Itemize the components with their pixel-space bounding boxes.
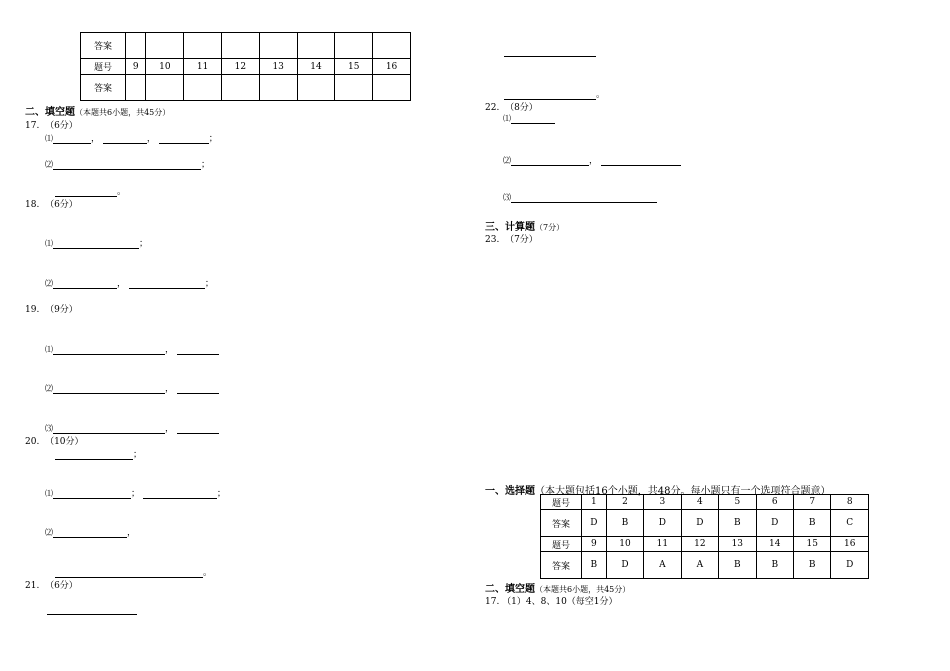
question-number: 9 xyxy=(126,59,146,75)
answer-key-row xyxy=(541,537,869,552)
q20-header: 20. （10分） xyxy=(25,437,84,447)
blank[interactable] xyxy=(504,47,596,57)
q23-header: 23. （7分） xyxy=(485,235,538,245)
answer-key-cell: B xyxy=(719,552,756,579)
answer-key-cell: 7 xyxy=(793,495,830,510)
answer-key-cell: 题号 xyxy=(541,495,582,510)
q21-continuation-1 xyxy=(504,47,596,57)
question-number-label: 题号 xyxy=(81,59,126,75)
section2-heading: 二、填空题（本题共6小题，共45分） xyxy=(25,107,171,118)
blank[interactable] xyxy=(47,605,137,615)
blank[interactable] xyxy=(103,134,147,144)
q19-part2: ⑵ ， xyxy=(45,381,219,394)
blank[interactable] xyxy=(511,114,555,124)
answer-key-cell: 题号 xyxy=(541,537,582,552)
blank[interactable] xyxy=(53,384,165,394)
answer-cell[interactable] xyxy=(373,33,411,59)
answer-cell[interactable] xyxy=(184,33,222,59)
q22-part3: ⑶ xyxy=(503,192,657,203)
answer-key-cell: A xyxy=(644,552,681,579)
answer-cell[interactable] xyxy=(184,75,222,101)
answer-label-row3: 答案 xyxy=(81,75,126,101)
question-number: 13 xyxy=(259,59,297,75)
answer-cell[interactable] xyxy=(126,33,146,59)
answer-key-cell: 1 xyxy=(582,495,607,510)
q17-part2: ⑵ ； xyxy=(45,160,211,170)
answer-key-cell: D xyxy=(582,510,607,537)
blank[interactable] xyxy=(53,528,127,538)
answer-key-section2-heading: 二、填空题（本题共6小题，共45分） xyxy=(485,584,631,595)
answer-key-cell: D xyxy=(681,510,718,537)
answer-key-cell: 答案 xyxy=(541,510,582,537)
answer-key-row xyxy=(541,495,869,510)
answer-key-cell: 11 xyxy=(644,537,681,552)
blank[interactable] xyxy=(177,384,219,394)
q17-part1: ⑴ ， ， ； xyxy=(45,134,218,144)
answer-cell[interactable] xyxy=(373,75,411,101)
blank[interactable] xyxy=(143,489,217,499)
answer-key-cell: 4 xyxy=(681,495,718,510)
answer-key-cell: B xyxy=(719,510,756,537)
q19-header: 19. （9分） xyxy=(25,305,78,315)
q17-part3: 。 xyxy=(55,184,126,197)
q17-header: 17. （6分） xyxy=(25,121,78,131)
blank[interactable] xyxy=(55,568,203,578)
q21-header: 21. （6分） xyxy=(25,581,78,591)
blank[interactable] xyxy=(177,345,219,355)
q20-part1: ⑴ ； ； xyxy=(45,489,226,499)
answer-key-cell: D xyxy=(606,552,643,579)
answer-key-cell: 16 xyxy=(831,537,869,552)
question-number: 11 xyxy=(184,59,222,75)
answer-key-cell: B xyxy=(606,510,643,537)
q18-part1: ⑴ ； xyxy=(45,239,149,249)
answer-key-cell: 14 xyxy=(756,537,793,552)
q22-part2: ⑵ ， xyxy=(503,153,681,166)
answer-key-q17: 17. （1）4、8、10（每空1分） xyxy=(485,597,618,607)
q22-part1: ⑴ xyxy=(503,113,555,124)
answer-cell[interactable] xyxy=(222,33,260,59)
blank[interactable] xyxy=(511,193,657,203)
blank[interactable] xyxy=(504,90,596,100)
answer-key-cell: 12 xyxy=(681,537,718,552)
q18-header: 18. （6分） xyxy=(25,200,78,210)
blank[interactable] xyxy=(601,156,681,166)
answer-key-cell: 5 xyxy=(719,495,756,510)
answer-key-cell: 13 xyxy=(719,537,756,552)
answer-key-cell: B xyxy=(756,552,793,579)
answer-key-cell: 9 xyxy=(582,537,607,552)
q18-part2: ⑵ ， ； xyxy=(45,279,214,289)
answer-key-cell: B xyxy=(793,510,830,537)
q19-part1: ⑴ ， xyxy=(45,342,219,355)
question-number: 16 xyxy=(373,59,411,75)
answer-key-table xyxy=(540,494,869,579)
blank[interactable] xyxy=(53,489,131,499)
answer-cell[interactable] xyxy=(222,75,260,101)
question-number: 12 xyxy=(222,59,260,75)
q19-part3: ⑶ ， xyxy=(45,421,219,434)
answer-cell[interactable] xyxy=(259,33,297,59)
blank[interactable] xyxy=(177,424,219,434)
answer-cell[interactable] xyxy=(146,33,184,59)
answer-key-cell: 10 xyxy=(606,537,643,552)
blank[interactable] xyxy=(511,156,589,166)
answer-key-cell: 3 xyxy=(644,495,681,510)
blank[interactable] xyxy=(55,450,133,460)
blank[interactable] xyxy=(53,424,165,434)
question-number: 10 xyxy=(146,59,184,75)
answer-key-cell: A xyxy=(681,552,718,579)
answer-key-row xyxy=(541,552,869,579)
answer-cell[interactable] xyxy=(259,75,297,101)
answer-key-cell: D xyxy=(644,510,681,537)
answer-key-cell: B xyxy=(582,552,607,579)
q21-continuation-2: 。 xyxy=(504,87,605,100)
answer-label-row1: 答案 xyxy=(81,33,126,59)
blank[interactable] xyxy=(53,160,201,170)
question-number: 14 xyxy=(297,59,335,75)
answer-cell[interactable] xyxy=(335,33,373,59)
answer-key-cell: 15 xyxy=(793,537,830,552)
answer-key-cell: 6 xyxy=(756,495,793,510)
blank[interactable] xyxy=(129,279,205,289)
q22-header: 22. （8分） xyxy=(485,103,538,113)
left-answer-table xyxy=(80,32,411,101)
answer-cell[interactable] xyxy=(297,75,335,101)
q20-part3: 。 xyxy=(55,565,212,578)
answer-key-section1-heading: 一、选择题（本大题包括16个小题，共48分。每小题只有一个选项符合题意） xyxy=(485,486,831,497)
answer-cell[interactable] xyxy=(297,33,335,59)
blank[interactable] xyxy=(159,134,209,144)
answer-cell[interactable] xyxy=(126,75,146,101)
blank[interactable] xyxy=(53,239,139,249)
answer-key-cell: D xyxy=(831,552,869,579)
blank[interactable] xyxy=(53,345,165,355)
answer-cell[interactable] xyxy=(146,75,184,101)
question-number: 15 xyxy=(335,59,373,75)
answer-cell[interactable] xyxy=(335,75,373,101)
answer-key-cell: C xyxy=(831,510,869,537)
blank[interactable] xyxy=(55,187,117,197)
blank[interactable] xyxy=(53,279,117,289)
answer-key-cell: B xyxy=(793,552,830,579)
q21-part1 xyxy=(47,605,137,615)
section3-heading: 三、计算题（7分） xyxy=(485,222,565,233)
answer-key-cell: 答案 xyxy=(541,552,582,579)
answer-key-cell: D xyxy=(756,510,793,537)
answer-key-cell: 8 xyxy=(831,495,869,510)
answer-key-cell: 2 xyxy=(606,495,643,510)
q20-part0: ； xyxy=(55,447,142,460)
blank[interactable] xyxy=(53,134,91,144)
q20-part2: ⑵ ， xyxy=(45,528,137,538)
answer-key-row xyxy=(541,510,869,537)
